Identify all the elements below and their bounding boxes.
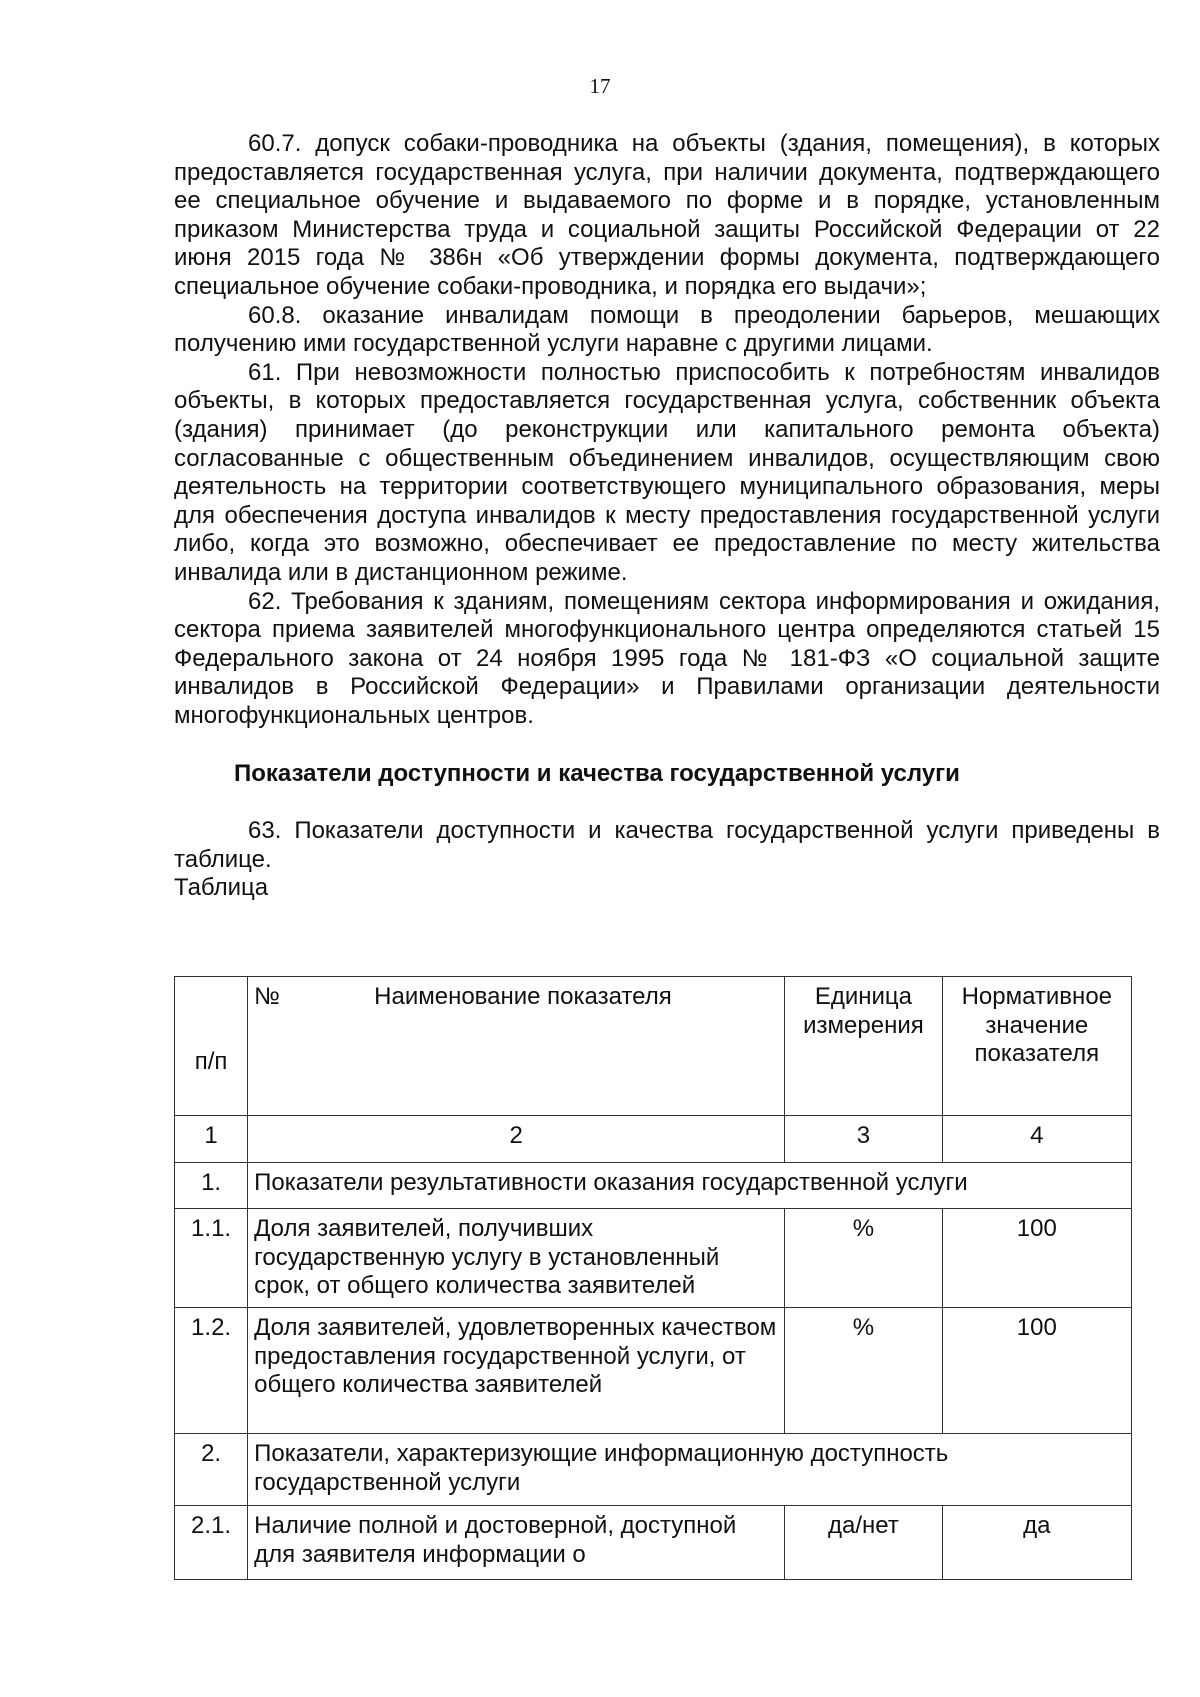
table-row <box>175 1506 1132 1580</box>
header-num-cell <box>175 977 248 1116</box>
section-title: Показатели доступности и качества государственной услуги <box>234 760 960 788</box>
table-row <box>175 1434 1132 1506</box>
row-norm: 100 <box>942 1308 1131 1434</box>
row-norm: 100 <box>942 1209 1131 1308</box>
index-cell-2: 2 <box>248 1116 785 1163</box>
paragraph-60-8: 60.8. оказание инвалидам помощи в преодолении барьеров, мешающих получению ими государственной услуги наравне с другими лицами. <box>174 301 1160 358</box>
table-header-row <box>175 977 1132 1116</box>
header-name-cell <box>248 977 785 1116</box>
document-body <box>174 130 1160 903</box>
row-num: 2. <box>175 1434 248 1506</box>
row-name: Доля заявителей, удовлетворенных качеством предоставления государственной услуги, от общего количества заявителей <box>248 1308 785 1434</box>
header-norm: Нормативное значение показателя <box>942 977 1131 1116</box>
row-section-name: Показатели, характеризующие информационную доступность государственной услуги <box>248 1434 1132 1506</box>
row-name: Доля заявителей, получивших государственную услугу в установленный срок, от общего количества заявителей <box>248 1209 785 1308</box>
paragraph-60-7: 60.7. допуск собаки-проводника на объекты (здания, помещения), в которых предоставляется государственная услуга, при наличии документа, подтверждающего ее специальное обучение и выдаваемого по форме и в порядке, установленным приказом Министерства труда и социальной защиты Российской Федерации от 22 июня 2015 года № 386н «Об утверждении формы документа, подтверждающего специальное обучение собаки-проводника, и порядка его выдачи»; <box>174 130 1160 300</box>
index-cell-1: 1 <box>175 1116 248 1163</box>
row-unit: да/нет <box>785 1506 942 1580</box>
row-norm: да <box>942 1506 1131 1580</box>
paragraph-63: 63. Показатели доступности и качества государственной услуги приведены в таблице. <box>174 817 1160 873</box>
row-unit: % <box>785 1308 942 1434</box>
table-row <box>175 1209 1132 1308</box>
header-num-sign: № <box>254 983 280 1010</box>
row-num: 2.1. <box>175 1506 248 1580</box>
table-index-row <box>175 1116 1132 1163</box>
header-name: Наименование показателя <box>374 983 672 1010</box>
row-num: 1.1. <box>175 1209 248 1308</box>
row-unit: % <box>785 1209 942 1308</box>
table-label: Таблица <box>174 874 269 902</box>
row-name: Наличие полной и достоверной, доступной для заявителя информации о <box>248 1506 785 1580</box>
index-cell-3: 3 <box>785 1116 942 1163</box>
header-unit: Единица измерения <box>785 977 942 1116</box>
row-num: 1.2. <box>175 1308 248 1434</box>
paragraph-62: 62. Требования к зданиям, помещениям сектора информирования и ожидания, сектора приема заявителей многофункционального центра определяются статьей 15 Федерального закона от 24 ноября 1995 года № 181-ФЗ «О социальной защите инвалидов в Российской Федерации» и Правилами организации деятельности многофункциональных центров. <box>174 587 1160 729</box>
row-num: 1. <box>175 1163 248 1209</box>
index-cell-4: 4 <box>942 1116 1131 1163</box>
page-number: 17 <box>589 74 611 98</box>
table-row <box>175 1308 1132 1434</box>
indicators-table <box>174 976 1132 1580</box>
header-num-pp: п/п <box>194 1047 228 1075</box>
row-section-name: Показатели результативности оказания государственной услуги <box>248 1163 1132 1209</box>
paragraph-61: 61. При невозможности полностью приспособить к потребностям инвалидов объекты, в которых предоставляется государственная услуга, собственник объекта (здания) принимает (до реконструкции или капитального ремонта объекта) согласованные с общественным объединением инвалидов, осуществляющим свою деятельность на территории соответствующего муниципального образования, меры для обеспечения доступа инвалидов к месту предоставления государственной услуги либо, когда это возможно, обеспечивает ее предоставление по месту жительства инвалида или в дистанционном режиме. <box>174 358 1160 586</box>
table-row <box>175 1163 1132 1209</box>
